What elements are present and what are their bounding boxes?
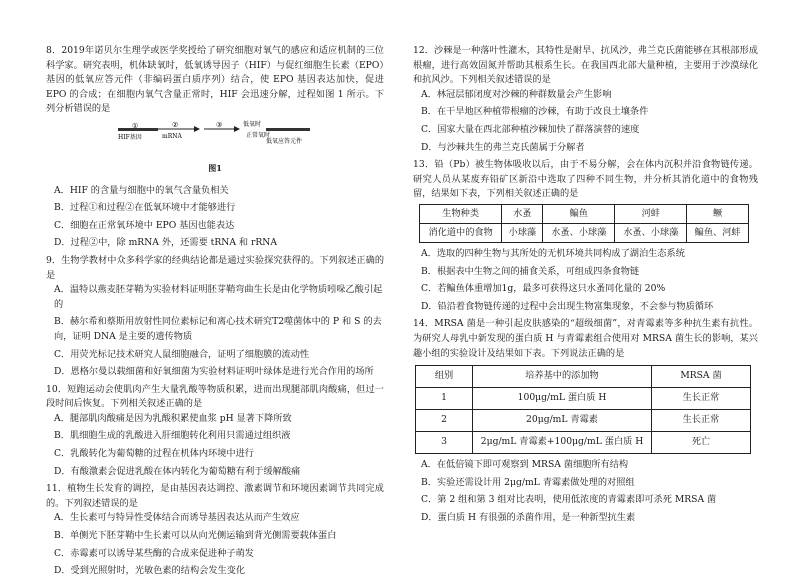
q9-option-c: C．用荧光标记技术研究人鼠细胞融合，证明了细胞膜的流动性 xyxy=(54,348,310,360)
low-oxygen-label: 低氧时 xyxy=(243,120,262,128)
q12-option-d: D．与沙棘共生的弗兰克氏菌属于分解者 xyxy=(421,141,585,153)
response-element-label: 低氧应答元件 xyxy=(266,137,303,145)
q11-option-b: B．单侧光下胚芽鞘中生长素可以从向光侧运输到背光侧需要载体蛋白 xyxy=(54,530,337,542)
q11-option-c: C．赤霉素可以诱导某些酶的合成来促进种子萌发 xyxy=(54,547,254,559)
question-10-stem: 10．短跑运动会使肌肉产生大量乳酸等物质积累，进而出现腿部肌肉酸痛，但过一段时间后恢复。下列相关叙述正确的是 xyxy=(46,383,384,410)
question-14-stem: 14．MRSA 菌是一种引起皮肤感染的“超级细菌”，对青霉素等多种抗生素有抗性。为研究人母乳中新发现的蛋白质 H 与青霉素组合使用对 MRSA 菌生长的影响，某兴趣小组的实验设计及结果如下表。下列说法正确的是 xyxy=(413,318,758,359)
table-row xyxy=(420,223,749,242)
table-cell: 水蚤、小球藻 xyxy=(615,223,687,242)
num-1: ① xyxy=(132,121,139,130)
table-cell: 河蚌 xyxy=(615,204,687,223)
q12-option-c: C．国家大量在西北部种植沙棘加快了群落演替的速度 xyxy=(421,123,640,135)
table-cell: 1 xyxy=(416,388,473,410)
q14-option-a: A．在低倍镜下即可观察到 MRSA 菌细胞所有结构 xyxy=(421,459,629,471)
table-header-row xyxy=(420,204,749,223)
q14-option-c: C．第 2 组和第 3 组对比表明，使用低浓度的青霉素即可杀死 MRSA 菌 xyxy=(421,494,717,506)
normal-oxygen-label: 正常氧时 xyxy=(246,131,271,139)
table-cell: 小球藻 xyxy=(502,223,543,242)
q9-option-d: D．恩格尔曼以载细菌和好氧细菌为实验材料证明叶绿体是进行光合作用的场所 xyxy=(54,366,374,378)
table-cell: 水蚤、小球藻 xyxy=(543,223,615,242)
figure-1 xyxy=(46,119,384,161)
question-9-stem: 9．生物学教材中众多科学家的经典结论都是通过实验探究获得的。下列叙述正确的是 xyxy=(46,254,384,281)
q9-option-a: A．温特以燕麦胚芽鞘为实验材料证明胚芽鞘弯曲生长是由化学物质吲哚乙酸引起的 xyxy=(54,284,383,310)
table-cell: 鳊鱼 xyxy=(543,204,615,223)
table-cell: 消化道中的食物 xyxy=(420,223,502,242)
q10-option-a: A．腿部肌肉酸痛是因为乳酸积累使血浆 pH 显著下降所致 xyxy=(54,412,292,424)
question-12-stem: 12．沙棘是一种落叶性灌木，其特性是耐旱、抗风沙，弗兰克氏菌能够在其根部形成根瘤，进行高效固氮并帮助其根系生长。在我国西北部大量种植，主要用于沙漠绿化和抗风沙。下列相关叙述错误的是 xyxy=(413,45,758,86)
q11-option-d: D．受到光照射时，光敏色素的结构会发生变化 xyxy=(54,565,246,577)
food-residue-table xyxy=(419,204,749,243)
q8-option-d: D．过程②中，除 mRNA 外，还需要 tRNA 和 rRNA xyxy=(54,237,277,249)
table-cell: 100μg/mL 蛋白质 H xyxy=(473,388,652,410)
q13-option-a: A．选取的四种生物与其所处的无机环境共同构成了湖泊生态系统 xyxy=(421,247,685,259)
q13-option-c: C．若鳊鱼体重增加1g，最多可获得这只水蚤同化量的 20% xyxy=(421,283,666,295)
question-11-stem: 11．植物生长发育的调控，是由基因表达调控、激素调节和环境因素调节共同完成的。下列叙述错误的是 xyxy=(46,483,384,509)
num-2: ② xyxy=(172,120,179,129)
table-cell: 水蚤 xyxy=(502,204,543,223)
left-column xyxy=(46,44,384,582)
table-cell: 2 xyxy=(416,410,473,432)
q9-option-b: B．赫尔希和蔡斯用放射性同位素标记和离心技术研究T2噬菌体中的 P 和 S 的去向，证明 DNA 是主要的遗传物质 xyxy=(54,316,382,342)
q13-option-d: D．铅沿着食物链传递的过程中会出现生物富集现象，不会参与物质循环 xyxy=(421,300,714,312)
right-column xyxy=(413,44,758,528)
epo-gene-bar xyxy=(266,128,310,131)
mrna-label: mRNA xyxy=(162,132,182,140)
table-cell: 培养基中的添加物 xyxy=(473,366,652,388)
question-8-stem: 8．2019年诺贝尔生理学或医学奖授给了研究细胞对氧气的感应和适应机制的三位科学家。研究表明，机体缺氧时，低氧诱导因子（HIF）与促红细胞生长素（EPO）基因的低氧应答元件（非编码蛋白质序列）结合，使 EPO 基因表达加快，促进 EPO 的合成；在细胞内氧气含量正常时，HIF 会迅速分解，过程如图 1 所示。下列分析错误的是 xyxy=(46,45,384,115)
q10-option-c: C．乳酸转化为葡萄糖的过程在机体内环境中进行 xyxy=(54,448,254,460)
q8-option-c: C．细胞在正常氧环境中 EPO 基因也能表达 xyxy=(54,219,235,231)
arrow-1-head xyxy=(194,126,200,132)
table-cell: 20μg/mL 青霉素 xyxy=(473,410,652,432)
num-3: ③ xyxy=(216,120,223,129)
figure-caption: 图1 xyxy=(208,162,222,173)
q14-option-b: B．实验还需设计用 2μg/mL 青霉素做处理的对照组 xyxy=(421,476,635,488)
table-cell: 死亡 xyxy=(652,432,751,454)
table-header-row xyxy=(416,366,751,388)
table-cell: 鳜 xyxy=(687,204,749,223)
table-row xyxy=(416,432,751,454)
q8-option-a: A．HIF 的含量与细胞中的氧气含量负相关 xyxy=(54,184,229,196)
mrsa-experiment-table xyxy=(415,365,751,454)
question-13-stem: 13．铅（Pb）被生物体吸收以后，由于不易分解，会在体内沉积并沿食物链传递。研究人员从某废弃铅矿区新沿中选取了四种不同生物，并分析其消化道中的食物残留，结果如下表，下列相关叙述正确的是 xyxy=(413,159,758,200)
table-cell: 生物种类 xyxy=(420,204,502,223)
q10-option-d: D．有酸激素会促进乳酸在体内转化为葡萄糖有利于缓解酸痛 xyxy=(54,465,301,477)
gene-expression-diagram xyxy=(116,119,316,161)
q11-option-a: A．生长素可与特异性受体结合而诱导基因表达从而产生效应 xyxy=(54,512,300,524)
table-cell: 鳊鱼、河蚌 xyxy=(687,223,749,242)
table-cell: 生长正常 xyxy=(652,410,751,432)
q8-option-b: B．过程①和过程②在低氧环境中才能够进行 xyxy=(54,202,236,214)
table-cell: 2μg/mL 青霉素+100μg/mL 蛋白质 H xyxy=(473,432,652,454)
table-cell: 组别 xyxy=(416,366,473,388)
table-cell: 3 xyxy=(416,432,473,454)
table-cell: 生长正常 xyxy=(652,388,751,410)
q13-option-b: B．根据表中生物之间的捕食关系，可组成四条食物链 xyxy=(421,265,640,277)
arrow-2-head xyxy=(234,126,240,132)
q12-option-a: A．林冠层郁闭度对沙棘的种群数量会产生影响 xyxy=(421,88,612,100)
table-cell: MRSA 菌 xyxy=(652,366,751,388)
table-row xyxy=(416,388,751,410)
q10-option-b: B．肌细胞生成的乳酸进入肝细胞转化利用只需通过组织液 xyxy=(54,430,291,442)
q14-option-d: D．蛋白质 H 有很强的杀菌作用，是一种新型抗生素 xyxy=(421,511,636,523)
table-row xyxy=(416,410,751,432)
hif-gene-label: HIF基因 xyxy=(118,133,142,141)
q12-option-b: B．在干旱地区种植带根瘤的沙棘，有助于改良土壤条件 xyxy=(421,106,649,118)
